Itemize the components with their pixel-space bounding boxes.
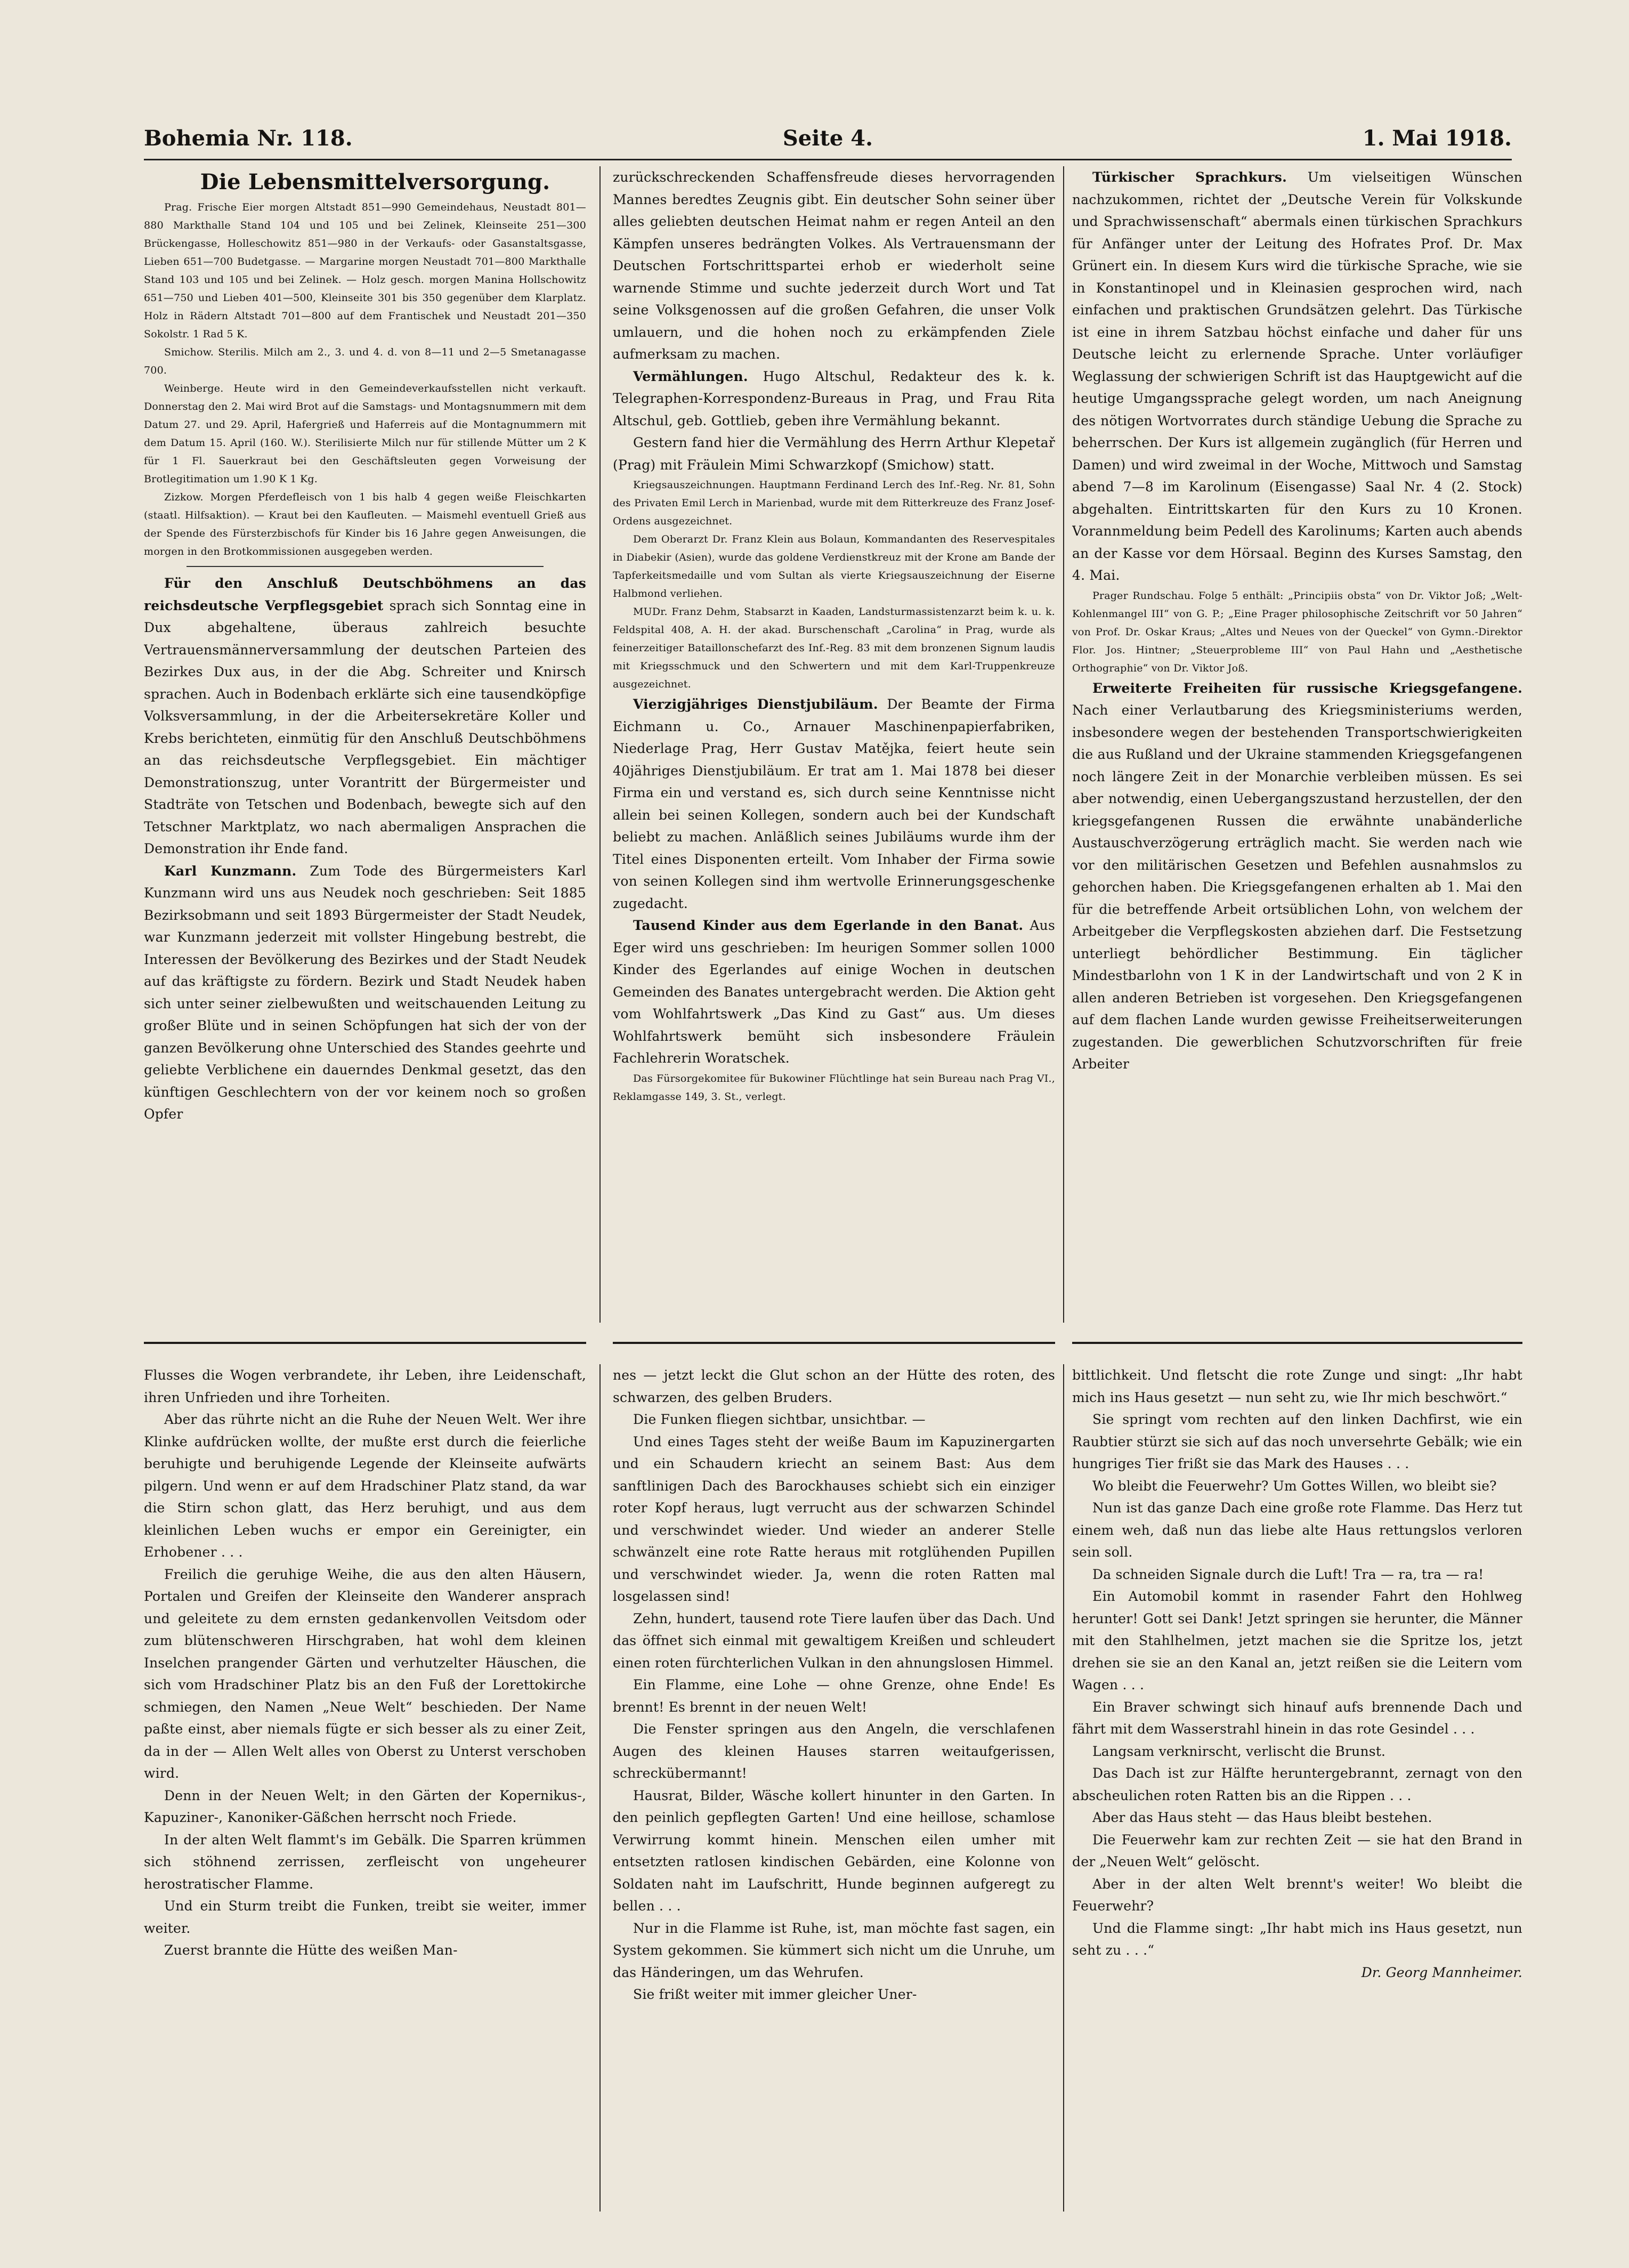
feuilleton-rule <box>144 1342 586 1344</box>
news-item: Prag. Frische Eier morgen Altstadt 851—990 Gemeindehaus, Neustadt 801—880 Markthalle Stand 104 und 105 und bei Zelinek, Kleinseite 251—300 Brückengasse, Holleschowitz 851—980 in der Verkaufs- oder Gasanstaltsgasse, Lieben 651—700 Budetgasse. — Margarine morgen Neustadt 701—800 Markthalle Stand 103 und 105 und bei Zelinek. — Holz gesch. morgen Manina Hollschowitz 651—750 und Lieben 401—500, Kleinseite 301 bis 350 gegenüber dem Klarplatz. Holz in Rädern Altstadt 701—800 auf dem Frantischek und Neustadt 201—350 Sokolstr. 1 Rad 5 K. <box>144 201 586 340</box>
column-2 <box>613 166 1055 1312</box>
feuilleton-text: Freilich die geruhige Weihe, die aus den alten Häusern, Portalen und Greifen der Kleinseite den Wanderer ansprach und geleitete zu dem ernsten gedankenvollen Veitsdom oder zum blütenschweren Hirschgraben, hat wohl dem kleinen Inselchen prangender Gärten und verhutzelter Häuschen, die sich vom Hradschiner Platz bis an den Fuß der Lorettokirche schmiegen, den Namen „Neue Welt“ beschieden. Der Name paßte einst, aber niemals fügte er sich besser als zu einer Zeit, da in der — Allen Welt alles von Oberst zu Unterst verschoben wird. <box>144 1566 586 1781</box>
item-separator <box>187 566 544 567</box>
feuilleton-rule <box>613 1342 1055 1344</box>
news-item: MUDr. Franz Dehm, Stabsarzt in Kaaden, Landsturmassistenzarzt beim k. u. k. Feldspital 408, A. H. der akad. Burschenschaft „Carolina“ in Prag, wurde als feinerzeitiger Bataillonschefarzt des Inf.-Reg. 83 mit dem bronzenen Signum laudis mit Kriegsschmuck und den Schwertern und mit dem Karl-Truppenkreuze ausgezeichnet. <box>613 606 1055 690</box>
article-heading: Vermählungen. <box>633 368 748 384</box>
feuilleton-text: Die Feuerwehr kam zur rechten Zeit — sie hat den Brand in der „Neuen Welt“ gelöscht. <box>1072 1832 1522 1869</box>
feuilleton-text: Wo bleibt die Feuerwehr? Um Gottes Willen, wo bleibt sie? <box>1092 1478 1497 1494</box>
feuilleton-text: Da schneiden Signale durch die Luft! Tra — ra, tra — ra! <box>1092 1566 1484 1582</box>
article-heading: Karl Kunzmann. <box>164 863 297 879</box>
article-text: Nach einer Verlautbarung des Kriegsministeriums werden, insbesondere wegen der bestehenden Transportschwierigkeiten die aus Rußland und der Ukraine stammenden Kriegsgefangenen noch längere Zeit in der Monarchie verbleiben müssen. Es sei aber notwendig, einen Uebergangszustand herzustellen, der den kriegsgefangenen Russen die erwähnte unabänderliche Austauschverzögerung erträglich macht. Sie werden nach wie vor den militärischen Gesetzen und Befehlen ausnahmslos zu gehorchen haben. Die Kriegsgefangenen erhalten ab 1. Mai den für die betreffende Arbeit ortsüblichen Lohn, von welchem der Arbeitgeber die Verpflegskosten abziehen darf. Die Festsetzung unterliegt behördlicher Bestimmung. Ein täglicher Mindestbarlohn von 1 K in der Landwirtschaft und von 2 K in allen anderen Betrieben ist vorgesehen. Den Kriegsgefangenen auf dem flachen Lande wurden gewisse Freiheitserweiterungen zugestanden. Die gewerblichen Schutzvorschriften für freie Arbeiter <box>1072 702 1522 1072</box>
feuilleton-text: In der alten Welt flammt's im Gebälk. Die Sparren krümmen sich stöhnend zerrissen, zerfleischt von ungeheurer herostratischer Flamme. <box>144 1832 586 1892</box>
news-item: Prager Rundschau. Folge 5 enthält: „Principiis obsta“ von Dr. Viktor Joß; „Welt-Kohlenmangel III“ von G. P.; „Eine Prager philosophische Zeitschrift vor 50 Jahren“ von Prof. Dr. Oskar Kraus; „Altes und Neues von der Queckel“ von Gymn.-Direktor Flor. Jos. Hintner; „Steuerprobleme III“ von Paul Hahn und „Aesthetische Orthographie“ von Dr. Viktor Joß. <box>1072 589 1522 674</box>
feuilleton-text: bittlichkeit. Und fletscht die rote Zunge und singt: „Ihr habt mich ins Haus gesetzt — nun seht zu, wie Ihr mich beschwört.“ <box>1072 1367 1522 1405</box>
feuilleton-text: Ein Braver schwingt sich hinauf aufs brennende Dach und fährt mit dem Wasserstrahl hinein in das rote Gesindel . . . <box>1072 1699 1522 1737</box>
feuilleton-rule <box>1072 1342 1522 1344</box>
article-heading: Vierzigjähriges Dienstjubiläum. <box>633 696 878 712</box>
author-signature: Dr. Georg Mannheimer. <box>1361 1964 1522 1980</box>
feuilleton-text: Und ein Sturm treibt die Funken, treibt sie weiter, immer weiter. <box>144 1898 586 1936</box>
column-divider <box>599 166 601 1323</box>
column-1 <box>144 166 586 1312</box>
feuilleton-text: Langsam verknirscht, verlischt die Brunst. <box>1092 1743 1386 1759</box>
column-divider <box>1063 1364 1064 2212</box>
news-item: Das Fürsorgekomitee für Bukowiner Flüchtlinge hat sein Bureau nach Prag VI., Reklamgasse 149, 3. St., verlegt. <box>613 1072 1055 1103</box>
news-item: Dem Oberarzt Dr. Franz Klein aus Bolaun, Kommandanten des Reservespitales in Diabekir (Asien), wurde das goldene Verdienstkreuz mit der Krone am Bande der Tapferkeitsmedaille und vom Sultan als vierte Kriegsauszeichnung der Eiserne Halbmond verliehen. <box>613 533 1055 600</box>
article-heading: Erweiterte Freiheiten für russische Kriegsgefangene. <box>1092 680 1522 696</box>
article-heading: Für den Anschluß Deutschböhmens an das reichsdeutsche Verpflegsgebiet <box>144 576 586 613</box>
feuilleton-text: Und eines Tages steht der weiße Baum im Kapuzinergarten und ein Schaudern kriecht an seinem Bast: Aus dem sanftlinigen Dach des Barockhauses schiebt sich ein einziger roter Kopf heraus, lugt verrucht aus der schwarzen Schindel und verschwindet wieder. Und wieder an anderer Stelle schwänzelt eine rote Ratte heraus mit rotglühenden Pupillen und verschwindet wieder. Ja, wenn die roten Ratten mal losgelassen sind! <box>613 1433 1055 1604</box>
column-divider <box>599 1364 601 2212</box>
masthead <box>144 122 1512 160</box>
feuilleton-text: Ein Automobil kommt in rasender Fahrt den Hohlweg herunter! Gott sei Dank! Jetzt springen sie herunter, die Männer mit den Stahlhelmen, jetzt machen sie die Spritze los, jetzt drehen sie sie an den Kanal an, jetzt reißen sie die Leitern vom Wagen . . . <box>1072 1589 1522 1692</box>
article-text: sprach sich Sonntag eine in Dux abgehaltene, überaus zahlreich besuchte Vertrauensmännerversammlung der deutschen Parteien des Bezirkes Dux aus, in der die Abg. Schreiter und Knirsch sprachen. Auch in Bodenbach erklärte sich eine tausendköpfige Volksversammlung, in der die Arbeitersekretäre Koller und Krebs berichteten, einmütig für den Anschluß Deutschböhmens an das reichsdeutsche Verpflegsgebiet. Ein mächtiger Demonstrationszug, unter Vorantritt der Bürgermeister und Stadträte von Tetschen und Bodenbach, bewegte sich auf den Tetschner Marktplatz, wo nach abermaligen Ansprachen die Demonstration ihr Ende fand. <box>144 597 586 856</box>
feuilleton-text: Sie frißt weiter mit immer gleicher Uner- <box>633 1987 917 2002</box>
article-text: Um vielseitigen Wünschen nachzukommen, richtet der „Deutsche Verein für Volkskunde und Sprachwissenschaft“ abermals einen türkischen Sprachkurs für Anfänger unter der Leitung des Hofrates Prof. Dr. Max Grünert ein. In diesem Kurs wird die türkische Sprache, wie sie in Konstantinopel und in Kleinasien gesprochen wird, nach einfachen und praktischen Grundsätzen gelehrt. Das Türkische ist eine in ihrem Satzbau höchst einfache und daher für uns Deutsche leicht zu erlernende Sprache. Unter vorläufiger Weglassung der schwierigen Schrift ist das Hauptgewicht auf die heutige Umgangssprache gelegt worden, um nach Aneignung des nötigen Wortvorrates durch ständige Uebung die Sprache zu beherrschen. Der Kurs ist allgemein zugänglich (für Herren und Damen) und wird zweimal in der Woche, Mittwoch und Samstag abend 7—8 im Karolinum (Eisengasse) Saal Nr. 4 (2. Stock) abgehalten. Eintrittskarten für den Kurs zu 10 Kronen. Vorannmeldung beim Pedell des Karolinums; Karten auch abends an der Kasse vor dem Hörsaal. Beginn des Kurses Samstag, den 4. Mai. <box>1072 169 1522 583</box>
feuilleton-text: Zehn, hundert, tausend rote Tiere laufen über das Dach. Und das öffnet sich einmal mit gewaltigem Kreißen und schleudert einen roten fürchterlichen Vulkan in den ahnungslosen Himmel. <box>613 1610 1055 1671</box>
feuilleton-text: Nur in die Flamme ist Ruhe, ist, man möchte fast sagen, ein System gekommen. Sie kümmert sich nicht um die Unruhe, um das Händeringen, um das Wehrufen. <box>613 1920 1055 1980</box>
feuilleton-column-1 <box>144 1364 586 2212</box>
article-heading: Tausend Kinder aus dem Egerlande in den Banat. <box>633 918 1024 933</box>
feuilleton-column-2 <box>613 1364 1055 2212</box>
feuilleton-text: Zuerst brannte die Hütte des weißen Man- <box>164 1942 458 1958</box>
article-text: Aus Eger wird uns geschrieben: Im heurigen Sommer sollen 1000 Kinder des Egerlandes auf einige Wochen in deutschen Gemeinden des Banates untergebracht werden. Die Aktion geht vom Wohlfahrtswerk „Das Kind zu Gast“ aus. Um dieses Wohlfahrtswerk bemüht sich insbesondere Fräulein Fachlehrerin Woratschek. <box>613 918 1055 1066</box>
feuilleton-text: Hausrat, Bilder, Wäsche kollert hinunter in den Garten. In den peinlich gepflegten Garten! Und eine heillose, schamlose Verwirrung kommt hinein. Menschen eilen umher mit entsetzten ratlosen kindischen Gebärden, eine Kolonne von Soldaten naht im Laufschritt, Hunde beginnen aufgeregt zu bellen . . . <box>613 1787 1055 1914</box>
article-heading: Türkischer Sprachkurs. <box>1092 169 1287 185</box>
news-item: Smichow. Sterilis. Milch am 2., 3. und 4. d. von 8—11 und 2—5 Smetanagasse 700. <box>144 346 586 376</box>
feuilleton-text: Das Dach ist zur Hälfte heruntergebrannt, zernagt von den abscheulichen roten Ratten bis an die Rippen . . . <box>1072 1765 1522 1803</box>
feuilleton-text: Und die Flamme singt: „Ihr habt mich ins Haus gesetzt, nun seht zu . . .“ <box>1072 1920 1522 1958</box>
article-text: Zum Tode des Bürgermeisters Karl Kunzmann wird uns aus Neudek noch geschrieben: Seit 1885 Bezirksobmann und seit 1893 Bürgermeister der Stadt Neudek, war Kunzmann jederzeit mit vollster Hingebung bestrebt, die Interessen der Bevölkerung des Bezirkes und der Stadt Neudek auf das kräftigste zu fördern. Bezirk und Stadt Neudek haben sich unter seiner zielbewußten und weitschauenden Leitung zu großer Blüte und in seinen Schöpfungen hat sich der von der ganzen Bevölkerung ohne Unterschied des Standes geehrte und geliebte Verblichene ein dauerndes Denkmal gesetzt, das den künftigen Geschlechtern von der vor keinem noch so großen Opfer <box>144 863 586 1122</box>
feuilleton-column-3 <box>1072 1364 1522 2212</box>
feuilleton-text: Die Fenster springen aus den Angeln, die verschlafenen Augen des kleinen Hauses starren weitaufgerissen, schreckübermannt! <box>613 1721 1055 1781</box>
news-item: Kriegsauszeichnungen. Hauptmann Ferdinand Lerch des Inf.-Reg. Nr. 81, Sohn des Privaten Emil Lerch in Marienbad, wurde mit dem Ritterkreuze des Franz Josef-Ordens ausgezeichnet. <box>613 479 1055 527</box>
column-3 <box>1072 166 1522 1312</box>
article-text: Der Beamte der Firma Eichmann u. Co., Arnauer Maschinenpapierfabriken, Niederlage Prag, Herr Gustav Matějka, feiert heute sein 40jähriges Dienstjubiläum. Er trat am 1. Mai 1878 bei dieser Firma ein und verstand es, sich durch seine Kenntnisse nicht allein bei seinen Kollegen, sondern auch bei der Kundschaft beliebt zu machen. Anläßlich seines Jubiläums wurde ihm der Titel eines Disponenten erteilt. Vom Inhaber der Firma sowie von seinen Kollegen sind ihm wertvolle Erinnerungsgeschenke zugedacht. <box>613 696 1055 911</box>
article-text: Hugo Altschul, Redakteur des k. k. Telegraphen-Korrespondenz-Bureaus in Prag, und Frau Rita Altschul, geb. Gottlieb, geben ihre Vermählung bekannt. <box>613 368 1055 428</box>
feuilleton-text: Aber das Haus steht — das Haus bleibt bestehen. <box>1092 1810 1432 1825</box>
feuilleton-text: Flusses die Wogen verbrandete, ihr Leben, ihre Leidenschaft, ihren Unfrieden und ihre Torheiten. <box>144 1367 586 1405</box>
feuilleton-text: Sie springt vom rechten auf den linken Dachfirst, wie ein Raubtier stürzt sie sich auf das noch unversehrte Gebälk; wie ein hungriges Tier frißt sie das Mark des Hauses . . . <box>1072 1412 1522 1471</box>
feuilleton-text: Ein Flamme, eine Lohe — ohne Grenze, ohne Ende! Es brennt! Es brennt in der neuen Welt! <box>613 1677 1055 1715</box>
column-divider <box>1063 166 1064 1323</box>
news-item: Zizkow. Morgen Pferdefleisch von 1 bis halb 4 gegen weiße Fleischkarten (staatl. Hilfsaktion). — Kraut bei den Kaufleuten. — Maismehl eventuell Grieß aus der Spende des Fürsterzbischofs für Kinder bis 16 Jahre gegen Anweisungen, die morgen in den Brotkommissionen ausgegeben werden. <box>144 491 586 557</box>
section-title: Die Lebensmittelversorgung. <box>200 169 550 195</box>
feuilleton-text: Die Funken fliegen sichtbar, unsichtbar. — <box>633 1412 926 1427</box>
issue-number: Bohemia Nr. 118. <box>144 126 353 151</box>
issue-date: 1. Mai 1918. <box>1362 126 1512 151</box>
feuilleton-text: Denn in der Neuen Welt; in den Gärten der Kopernikus-, Kapuziner-, Kanoniker-Gäßchen herrscht noch Friede. <box>144 1787 586 1825</box>
news-item: Weinberge. Heute wird in den Gemeindeverkaufsstellen nicht verkauft. Donnerstag den 2. Mai wird Brot auf die Samstags- und Montagsnummern mit dem Datum 27. und 29. April, Hafergrieß und Haferreis auf die Montagnummern mit dem Datum 15. April (160. W.). Sterilisierte Milch nur für stillende Mütter um 2 K für 1 Fl. Sauerkraut bei den Geschäftsleuten gegen Vorweisung der Brotlegitimation um 1.90 K 1 Kg. <box>144 383 586 485</box>
feuilleton-text: Aber das rührte nicht an die Ruhe der Neuen Welt. Wer ihre Klinke aufdrücken wollte, der mußte erst durch die feierliche beruhigte und beruhigende Legende der Kleinseite aufwärts pilgern. Und wenn er auf dem Hradschiner Platz stand, da war die Stirn schon glatt, das Herz beruhigt, und aus dem kleinlichen Leben wuchs er empor ein Gereinigter, ein Erhobener . . . <box>144 1412 586 1560</box>
article-text: Gestern fand hier die Vermählung des Herrn Arthur Klepetař (Prag) mit Fräulein Mimi Schwarzkopf (Smichow) statt. <box>613 435 1055 473</box>
feuilleton-text: nes — jetzt leckt die Glut schon an der Hütte des roten, des schwarzen, des gelben Bruders. <box>613 1367 1055 1405</box>
page-number: Seite 4. <box>782 126 873 151</box>
feuilleton-text: Aber in der alten Welt brennt's weiter! Wo bleibt die Feuerwehr? <box>1072 1876 1522 1914</box>
article-text: zurückschreckenden Schaffensfreude dieses hervorragenden Mannes beredtes Zeugnis gibt. Ein deutscher Sohn seiner über alles geliebten deutschen Heimat nahm er regen Anteil an den Kämpfen unseres bedrängten Volkes. Als Vertrauensmann der Deutschen Fortschrittspartei erhob er wiederholt seine warnende Stimme und suchte jederzeit durch Wort und Tat seine Volksgenossen auf die großen Gefahren, die unser Volk umlauern, und die hohen noch zu erkämpfenden Ziele aufmerksam zu machen. <box>613 169 1055 362</box>
feuilleton-text: Nun ist das ganze Dach eine große rote Flamme. Das Herz tut einem weh, daß nun das liebe alte Haus rettungslos verloren sein soll. <box>1072 1500 1522 1560</box>
